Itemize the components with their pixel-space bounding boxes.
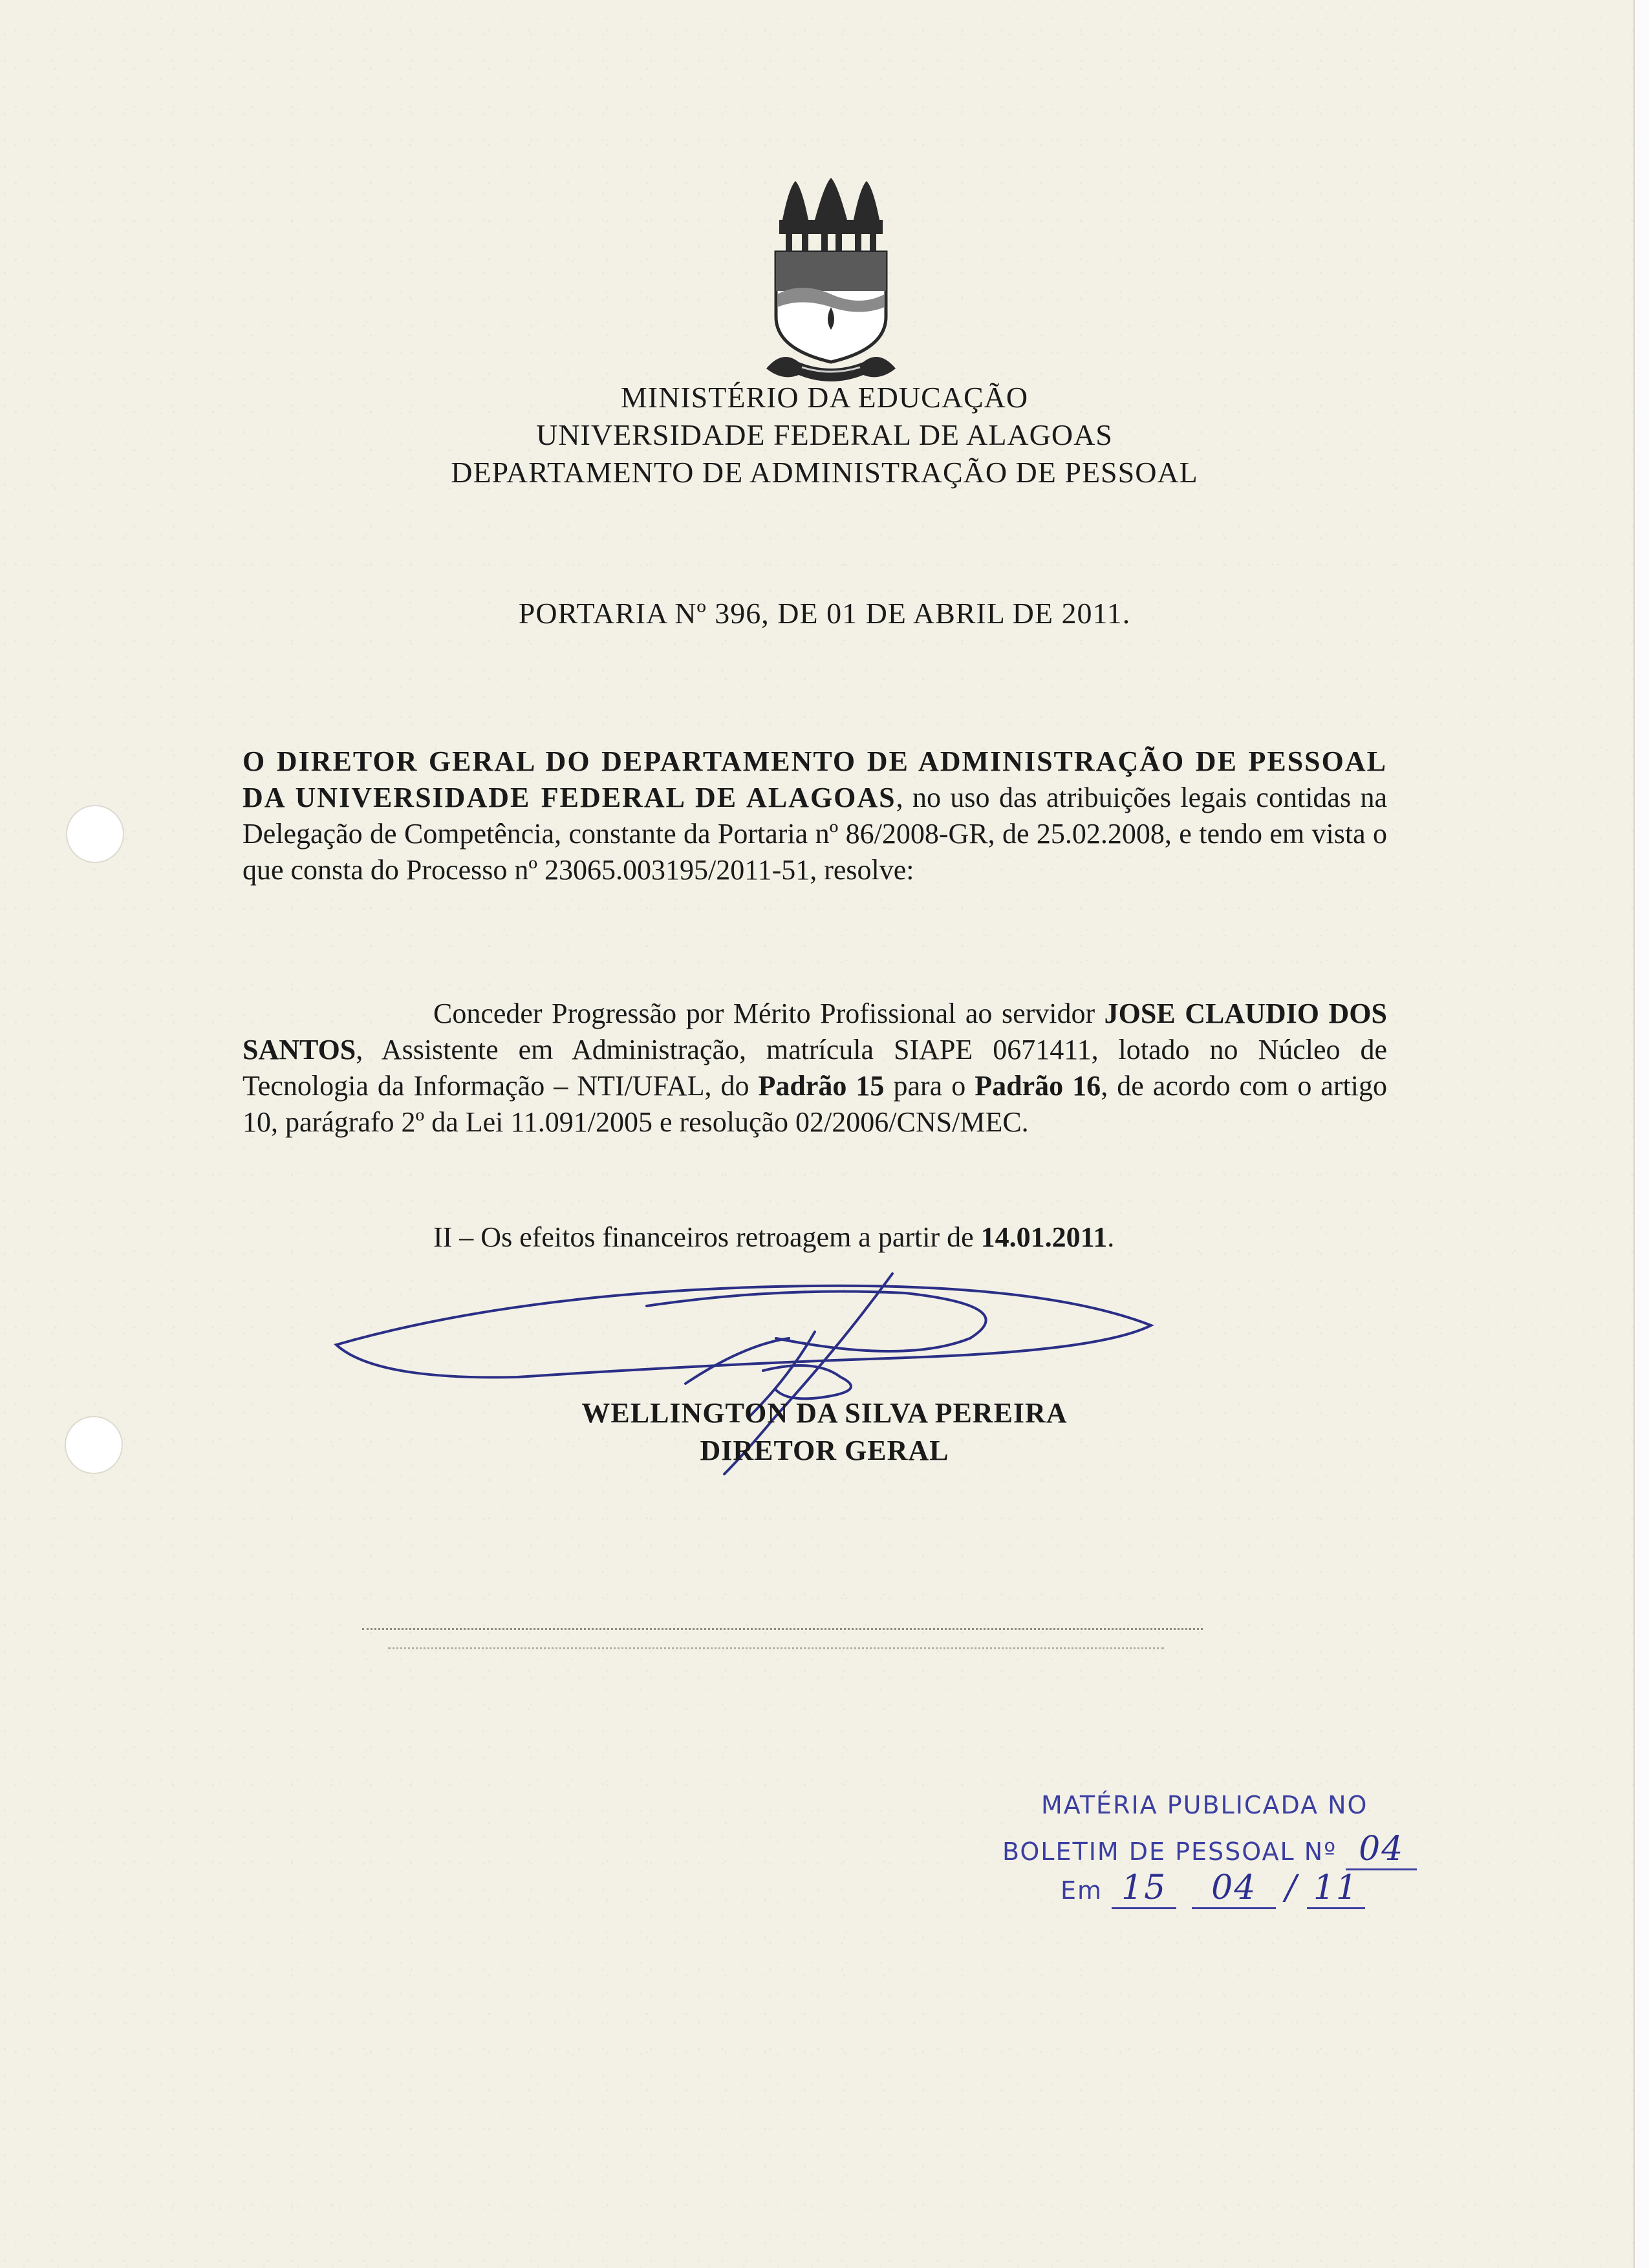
punch-hole-top [66, 805, 124, 863]
stamp-year: 11 [1307, 1868, 1365, 1909]
p2-text-a: II – Os efeitos financeiros retroagem a partir de [433, 1221, 981, 1253]
intro-caps: O DIRETOR GERAL DO DEPARTAMENTO DE ADMINISTRAÇÃO DE PESSOAL DA UNIVERSIDADE FEDERAL DE ALAGOAS [242, 745, 1387, 813]
faded-dotted-line-2 [388, 1647, 1164, 1651]
p1-text-b: , Assistente em Administração, matrícula SIAPE 0671411, lotado no Núcleo de Tecnologia da Informação – NTI/UFAL, do [242, 1034, 1387, 1102]
padrao-from: Padrão 15 [758, 1070, 885, 1102]
financial-effects-paragraph [433, 1219, 1403, 1256]
p1-text-d: , de acordo com o artigo 10, parágrafo 2º da Lei 11.091/2005 e resolução 02/2006/CNS/MEC. [242, 1070, 1387, 1138]
effective-date: 14.01.2011 [980, 1221, 1108, 1253]
stamp-bulletin-label: BOLETIM DE PESSOAL Nº [1002, 1837, 1337, 1866]
servant-name: JOSE CLAUDIO DOS SANTOS [242, 998, 1388, 1065]
portaria-title: PORTARIA Nº 396, DE 01 DE ABRIL DE 2011. [518, 597, 1131, 630]
stamp-line-1: MATÉRIA PUBLICADA NO [1041, 1791, 1368, 1819]
faded-dotted-line [362, 1628, 1203, 1631]
signatory-role: DIRETOR GERAL [700, 1435, 949, 1466]
university-crest-icon [763, 175, 899, 381]
stamp-slash: / [1285, 1868, 1298, 1907]
p1-text-c: para o [884, 1070, 975, 1102]
stamp-bulletin-number: 04 [1346, 1830, 1417, 1870]
letterhead [0, 379, 1649, 491]
stamp-em-label: Em [1061, 1876, 1103, 1905]
ministry-line: MINISTÉRIO DA EDUCAÇÃO [620, 381, 1029, 414]
stamp-month: 04 [1192, 1868, 1276, 1909]
stamp-line-2 [1002, 1830, 1455, 1868]
resolution-paragraph [242, 996, 1387, 1140]
intro-paragraph [242, 744, 1387, 888]
p2-text-b: . [1107, 1221, 1115, 1253]
department-line: DEPARTAMENTO DE ADMINISTRAÇÃO DE PESSOAL [451, 456, 1198, 489]
p1-text-a: Conceder Progressão por Mérito Profissional ao servidor [433, 998, 1105, 1029]
stamp-day: 15 [1112, 1868, 1176, 1909]
signatory-name: WELLINGTON DA SILVA PEREIRA [581, 1397, 1068, 1429]
intro-text: , no uso das atribuições legais contidas na Delegação de Competência, constante da Portaria nº 86/2008-GR, de 25.02.2008, e tendo em vista o que consta do Processo nº 23065.003195/2011-51, resolve: [242, 782, 1387, 886]
padrao-to: Padrão 16 [975, 1070, 1101, 1102]
paper-edge [1633, 0, 1649, 2268]
university-line: UNIVERSIDADE FEDERAL DE ALAGOAS [536, 418, 1113, 451]
publication-stamp [1002, 1791, 1455, 1907]
stamp-line-3 [1002, 1868, 1455, 1907]
